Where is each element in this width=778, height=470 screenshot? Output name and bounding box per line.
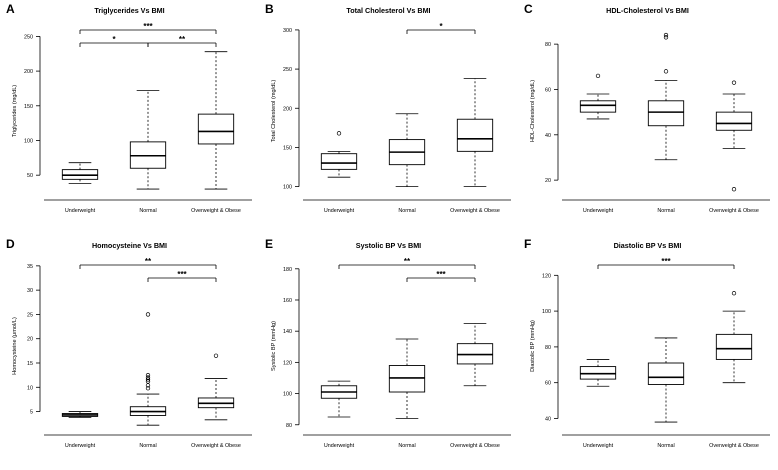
panel-title: Triglycerides Vs BMI — [94, 6, 165, 15]
svg-text:250: 250 — [283, 67, 292, 74]
svg-text:80: 80 — [545, 344, 551, 351]
svg-text:25: 25 — [27, 312, 33, 319]
svg-text:250: 250 — [24, 34, 33, 41]
panel-letter: C — [524, 2, 533, 16]
svg-text:20: 20 — [27, 336, 33, 343]
svg-text:80: 80 — [545, 42, 551, 49]
svg-text:**: ** — [403, 257, 411, 266]
svg-text:Underweight: Underweight — [323, 208, 355, 214]
boxplot-b — [259, 0, 518, 235]
svg-text:Diastolic BP (mmHg): Diastolic BP (mmHg) — [530, 320, 536, 372]
svg-text:**: ** — [144, 257, 152, 266]
svg-text:200: 200 — [24, 69, 33, 76]
svg-text:15: 15 — [27, 361, 33, 367]
svg-text:Total Cholesterol (mg/dL): Total Cholesterol (mg/dL) — [271, 79, 277, 143]
panel-title: Total Cholesterol Vs BMI — [346, 6, 431, 15]
boxplot-a — [0, 0, 259, 235]
svg-text:Underweight: Underweight — [582, 208, 614, 214]
svg-text:150: 150 — [283, 145, 292, 152]
svg-text:100: 100 — [24, 138, 33, 145]
chart-panel-d — [0, 235, 259, 470]
svg-text:300: 300 — [283, 27, 292, 34]
panel-letter: D — [6, 237, 15, 251]
svg-text:150: 150 — [24, 103, 33, 110]
chart-panel-a — [0, 0, 259, 235]
boxplot-d — [0, 235, 259, 470]
svg-text:***: *** — [436, 270, 446, 279]
svg-text:Normal: Normal — [398, 443, 416, 449]
svg-text:140: 140 — [283, 329, 292, 336]
svg-text:120: 120 — [542, 273, 551, 280]
svg-text:180: 180 — [283, 266, 292, 273]
svg-text:**: ** — [178, 35, 186, 44]
panel-letter: A — [6, 2, 15, 16]
svg-text:Triglycerides (mg/dL): Triglycerides (mg/dL) — [12, 84, 18, 138]
chart-panel-f — [518, 235, 777, 470]
svg-text:120: 120 — [283, 360, 292, 367]
svg-text:200: 200 — [283, 106, 292, 113]
svg-text:***: *** — [143, 22, 153, 31]
svg-text:20: 20 — [545, 178, 551, 185]
chart-panel-b — [259, 0, 518, 235]
panel-letter: E — [265, 237, 274, 251]
svg-text:Overweight & Obese: Overweight & Obese — [709, 443, 759, 449]
svg-text:Normal: Normal — [398, 208, 416, 214]
chart-panel-c — [518, 0, 777, 235]
svg-text:Underweight: Underweight — [582, 443, 614, 449]
svg-text:*: * — [439, 22, 443, 31]
boxplot-f — [518, 235, 777, 470]
svg-text:10: 10 — [27, 385, 33, 392]
svg-text:Overweight & Obese: Overweight & Obese — [450, 443, 500, 449]
svg-text:Underweight: Underweight — [64, 208, 96, 214]
panel-title: HDL-Cholesterol Vs BMI — [606, 6, 689, 15]
chart-panel-e — [259, 235, 518, 470]
svg-text:35: 35 — [27, 263, 33, 270]
svg-text:100: 100 — [542, 309, 551, 316]
svg-text:50: 50 — [27, 173, 33, 180]
panel-title: Diastolic BP Vs BMI — [613, 241, 682, 250]
svg-text:Normal: Normal — [657, 208, 675, 214]
svg-text:Overweight & Obese: Overweight & Obese — [191, 443, 241, 449]
svg-text:Overweight & Obese: Overweight & Obese — [709, 208, 759, 214]
svg-text:40: 40 — [545, 416, 551, 423]
svg-text:60: 60 — [545, 87, 551, 94]
svg-text:Overweight & Obese: Overweight & Obese — [450, 208, 500, 214]
svg-text:5: 5 — [30, 409, 33, 416]
svg-text:Normal: Normal — [139, 443, 157, 449]
svg-text:40: 40 — [545, 132, 551, 139]
svg-text:*: * — [112, 35, 116, 44]
svg-text:Underweight: Underweight — [64, 443, 96, 449]
svg-text:Systolic BP (mmHg): Systolic BP (mmHg) — [271, 321, 277, 371]
panel-letter: B — [265, 2, 274, 16]
svg-text:Overweight & Obese: Overweight & Obese — [191, 208, 241, 214]
svg-text:Underweight: Underweight — [323, 443, 355, 449]
svg-text:100: 100 — [283, 391, 292, 398]
svg-text:HDL-Cholesterol (mg/dL): HDL-Cholesterol (mg/dL) — [530, 79, 536, 143]
svg-text:160: 160 — [283, 297, 292, 304]
panel-title: Homocysteine Vs BMI — [91, 241, 168, 250]
boxplot-c — [518, 0, 777, 235]
svg-text:***: *** — [661, 257, 671, 266]
svg-text:80: 80 — [286, 422, 292, 429]
svg-text:***: *** — [177, 270, 187, 279]
panel-title: Systolic BP Vs BMI — [355, 241, 422, 250]
svg-text:Normal: Normal — [657, 443, 675, 449]
panel-letter: F — [524, 237, 532, 251]
svg-text:30: 30 — [27, 288, 33, 295]
svg-text:Homocysteine (μmol/L): Homocysteine (μmol/L) — [12, 317, 18, 375]
svg-text:60: 60 — [545, 380, 551, 387]
svg-text:100: 100 — [283, 184, 292, 191]
boxplot-e — [259, 235, 518, 470]
svg-text:Normal: Normal — [139, 208, 157, 214]
